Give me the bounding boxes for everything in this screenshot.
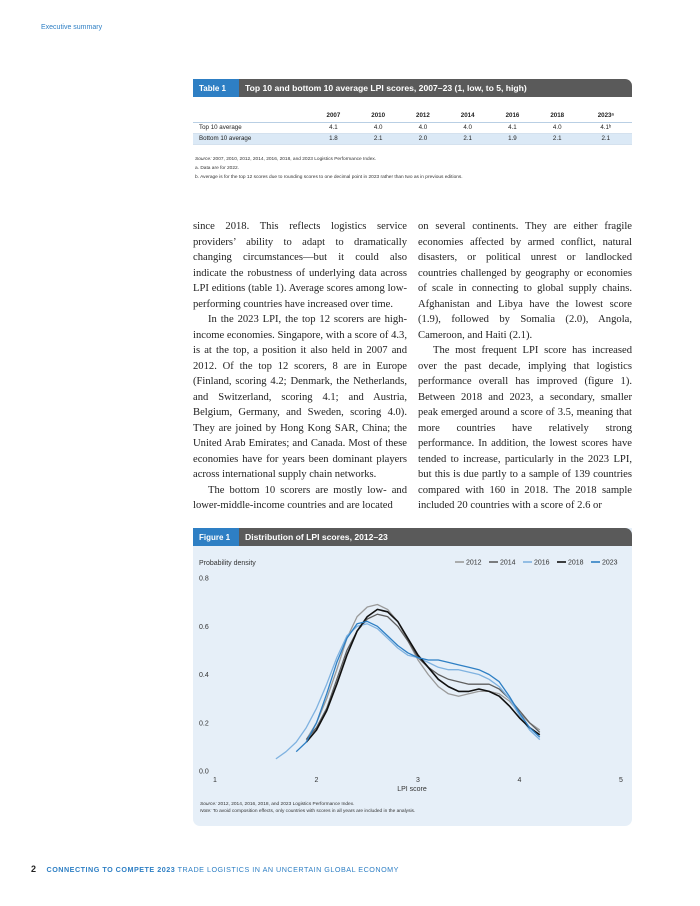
series-line-2023 (296, 621, 540, 751)
lpi-table (193, 109, 632, 145)
series-line-2014 (306, 614, 540, 739)
y-tick-label: 0.6 (199, 623, 209, 631)
x-tick-label: 2 (314, 777, 319, 784)
legend-label-2014: 2014 (500, 559, 516, 567)
table-cell: 1.8 (311, 133, 356, 144)
y-tick-labels (199, 576, 209, 776)
table-cell: 2.1 (580, 133, 632, 144)
figure-1-tag: Figure 1 (193, 528, 239, 546)
y-tick-label: 0.4 (199, 672, 209, 679)
body-paragraph: In the 2023 LPI, the top 12 scorers are high-income economies. Singapore, with a score of 4.3, is at the top, a position it also held in 2007 and 2012. Of the top 12 scorers, 8 are in Europe (Finland, scoring 4.2; Denmark, the Netherlands, and Switzerland, scoring 4.1; and Austria, Belgium, Germany, and Sweden, scoring 4.0). They are joined by Hong Kong SAR, China; the United Arab Emirates; and Canada. Most of these economies have for years been dominant players across international supply chain networks. (193, 314, 407, 480)
figure-1-header (193, 528, 632, 546)
table-row (193, 133, 632, 144)
figure-1-note (200, 808, 415, 815)
x-tick-labels (213, 777, 623, 784)
col-header: 2012 (401, 109, 446, 122)
table-cell: 1.9 (490, 133, 535, 144)
legend-label-2012: 2012 (466, 559, 482, 567)
lpi-density-chart (193, 546, 632, 801)
source-label: Source: (195, 156, 212, 162)
table-1-box (193, 79, 632, 182)
x-axis-label: LPI score (397, 786, 427, 793)
publication-subtitle: TRADE LOGISTICS IN AN UNCERTAIN GLOBAL ECONOMY (175, 865, 399, 874)
table-1-header (193, 79, 632, 97)
table-cell: 2.0 (401, 133, 446, 144)
table-row (193, 122, 632, 133)
table-1-tag: Table 1 (193, 79, 239, 97)
table-cell: 4.0 (401, 122, 446, 133)
page-number: 2 (31, 864, 37, 874)
page-footer (31, 864, 399, 874)
body-paragraph: The bottom 10 scorers are mostly low- and lower-middle-income countries and are located (193, 484, 407, 511)
y-tick-label: 0.0 (199, 768, 209, 776)
body-column-right (418, 219, 632, 514)
legend (455, 560, 618, 567)
body-paragraph: since 2018. This reflects logistics service providers’ ability to adapt to dramatically changing circumstances—but it could also indicate the robustness of underlying data across LPI editions (table 1). Average scores among low-performing countries have increased over time. (193, 221, 407, 310)
source-text: 2012, 2014, 2016, 2018, and 2023 Logistics Performance Index. (216, 802, 355, 807)
source-text: 2007, 2010, 2012, 2014, 2016, 2018, and 2023 Logistics Performance Index. (211, 156, 377, 162)
legend-label-2018: 2018 (568, 559, 584, 567)
running-head: Executive summary (41, 24, 103, 31)
table-corner-cell (193, 109, 311, 122)
x-tick-label: 5 (619, 777, 623, 784)
body-paragraph: on several continents. They are either fragile economies affected by armed conflict, natural disasters, or political unrest or landlocked countries challenged by geography or economies of scale in connecting to global supply chains. Afghanistan and Libya have the lowest score (1.9), followed by Somalia (2.0), Angola, Cameroon, and Haiti (2.1). (418, 221, 632, 341)
col-header: 2016 (490, 109, 535, 122)
col-header: 2007 (311, 109, 356, 122)
body-column-left (193, 219, 407, 514)
note-text: To avoid composition effects, only countries with scores in all years are included in the analysis. (211, 809, 416, 814)
table-1-note-b: b. Average is for the top 12 scores due to rounding scores to one decimal point in 2023 rather than two as in previous editions. (195, 174, 463, 180)
figure-1-title: Distribution of LPI scores, 2012–23 (245, 532, 388, 542)
row-label: Top 10 average (193, 122, 311, 133)
series-lines (276, 605, 540, 759)
table-1-note-a: a. Data are for 2022. (195, 165, 239, 171)
col-header: 2014 (445, 109, 490, 122)
col-header: 2010 (356, 109, 401, 122)
table-cell: 2.1 (356, 133, 401, 144)
table-cell: 2.1 (445, 133, 490, 144)
figure-1-notes (200, 801, 415, 815)
figure-1-source (200, 801, 415, 808)
series-line-2016 (276, 624, 540, 759)
row-label: Bottom 10 average (193, 133, 311, 144)
note-label: Note: (200, 809, 212, 814)
legend-label-2023: 2023 (602, 559, 618, 567)
body-paragraph: The most frequent LPI score has increased over the past decade, implying that logistics performance overall has improved (figure 1). Between 2018 and 2023, a secondary, smaller peak emerged around a score of 3.5, meaning that more countries have relatively strong performance. In addition, the lowest scores have tended to increase, particularly in the 2023 LPI, but this is due partly to a sample of 139 countries compared with 160 in 2018. The 2018 sample included 20 countries with a score of 2.6 or (418, 345, 632, 511)
table-1-notes (193, 155, 632, 182)
col-header: 2023ᵃ (580, 109, 632, 122)
y-tick-label: 0.8 (199, 575, 209, 583)
y-tick-label: 0.2 (199, 720, 209, 728)
series-line-2018 (306, 609, 540, 742)
legend-label-2016: 2016 (534, 559, 550, 567)
x-tick-label: 3 (416, 777, 420, 784)
table-cell: 4.0 (535, 122, 580, 133)
table-cell: 4.0 (356, 122, 401, 133)
x-tick-label: 4 (517, 777, 522, 784)
table-cell: 4.0 (445, 122, 490, 133)
table-cell: 4.1 (490, 122, 535, 133)
figure-1-box (193, 528, 632, 826)
table-cell: 4.1 (311, 122, 356, 133)
source-label: Source: (200, 802, 217, 807)
col-header: 2018 (535, 109, 580, 122)
x-tick-label: 1 (213, 777, 217, 784)
table-1-source (195, 155, 632, 164)
y-axis-label: Probability density (199, 560, 256, 567)
table-1-title: Top 10 and bottom 10 average LPI scores, 2007–23 (1, low, to 5, high) (245, 83, 527, 93)
table-header-row (193, 109, 632, 122)
publication-title: CONNECTING TO COMPETE 2023 (46, 865, 176, 874)
table-cell: 2.1 (535, 133, 580, 144)
table-cell: 4.1ᵇ (580, 122, 632, 133)
